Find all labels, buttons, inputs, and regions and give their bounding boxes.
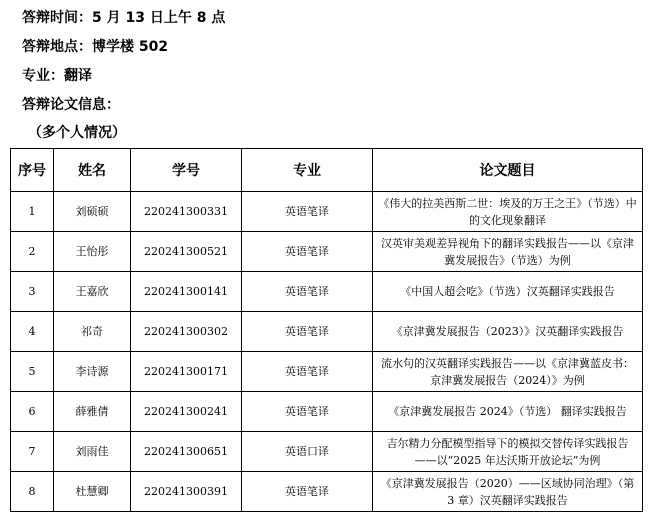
cell-major: 英语笔译 [242, 352, 373, 392]
header-seq: 序号 [11, 149, 54, 192]
cell-title: 《京津冀发展报告（2020）——区域协同治理》（第 3 章）汉英翻译实践报告 [373, 472, 643, 512]
cell-student-id: 220241300391 [131, 472, 242, 512]
table-row [11, 312, 643, 352]
table-row [11, 472, 643, 512]
cell-student-id: 220241300331 [131, 192, 242, 232]
cell-name: 刘雨佳 [54, 432, 131, 472]
cell-name: 祁奇 [54, 312, 131, 352]
defense-location: 答辩地点：博学楼 502 [22, 39, 169, 55]
table-row [11, 352, 643, 392]
cell-student-id: 220241300302 [131, 312, 242, 352]
cell-student-id: 220241300241 [131, 392, 242, 432]
cell-title: 吉尔精力分配模型指导下的模拟交替传译实践报告——以“2025 年达沃斯开放论坛”为例 [373, 432, 643, 472]
cell-title: 流水句的汉英翻译实践报告——以《京津冀蓝皮书：京津冀发展报告（2024）》为例 [373, 352, 643, 392]
cell-name: 刘硕硕 [54, 192, 131, 232]
cell-seq: 8 [11, 472, 54, 512]
cell-title: 《京津冀发展报告（2023）》汉英翻译实践报告 [373, 312, 643, 352]
cell-title: 《京津冀发展报告 2024》（节选） 翻译实践报告 [373, 392, 643, 432]
table-row [11, 272, 643, 312]
defense-major: 专业：翻译 [22, 68, 92, 84]
table-row [11, 432, 643, 472]
table-header-row [11, 149, 643, 192]
cell-name: 王嘉欣 [54, 272, 131, 312]
cell-student-id: 220241300141 [131, 272, 242, 312]
cell-title: 汉英审美观差异视角下的翻译实践报告——以《京津冀发展报告》（节选）为例 [373, 232, 643, 272]
cell-name: 李诗源 [54, 352, 131, 392]
cell-student-id: 220241300171 [131, 352, 242, 392]
defense-time: 答辩时间：5 月 13 日上午 8 点 [22, 10, 226, 26]
cell-seq: 6 [11, 392, 54, 432]
cell-title: 《中国人超会吃》（节选）汉英翻译实践报告 [373, 272, 643, 312]
cell-seq: 5 [11, 352, 54, 392]
cell-major: 英语笔译 [242, 472, 373, 512]
cell-major: 英语口译 [242, 432, 373, 472]
header-title: 论文题目 [373, 149, 643, 192]
cell-seq: 1 [11, 192, 54, 232]
table-row [11, 192, 643, 232]
cell-major: 英语笔译 [242, 392, 373, 432]
cell-major: 英语笔译 [242, 232, 373, 272]
table-row [11, 232, 643, 272]
cell-seq: 2 [11, 232, 54, 272]
cell-seq: 4 [11, 312, 54, 352]
multi-person-note: （多个人情况） [28, 125, 126, 141]
thesis-info-heading: 答辩论文信息： [22, 97, 120, 113]
cell-major: 英语笔译 [242, 192, 373, 232]
cell-seq: 7 [11, 432, 54, 472]
header-name: 姓名 [54, 149, 131, 192]
table-row [11, 392, 643, 432]
cell-title: 《伟大的拉美西斯二世：埃及的万王之王》（节选）中的文化现象翻译 [373, 192, 643, 232]
cell-student-id: 220241300651 [131, 432, 242, 472]
cell-major: 英语笔译 [242, 312, 373, 352]
cell-name: 杜慧卿 [54, 472, 131, 512]
cell-name: 薛雅倩 [54, 392, 131, 432]
thesis-table [10, 148, 643, 512]
cell-student-id: 220241300521 [131, 232, 242, 272]
cell-seq: 3 [11, 272, 54, 312]
header-major: 专业 [242, 149, 373, 192]
cell-major: 英语笔译 [242, 272, 373, 312]
cell-name: 王怡彤 [54, 232, 131, 272]
header-student-id: 学号 [131, 149, 242, 192]
